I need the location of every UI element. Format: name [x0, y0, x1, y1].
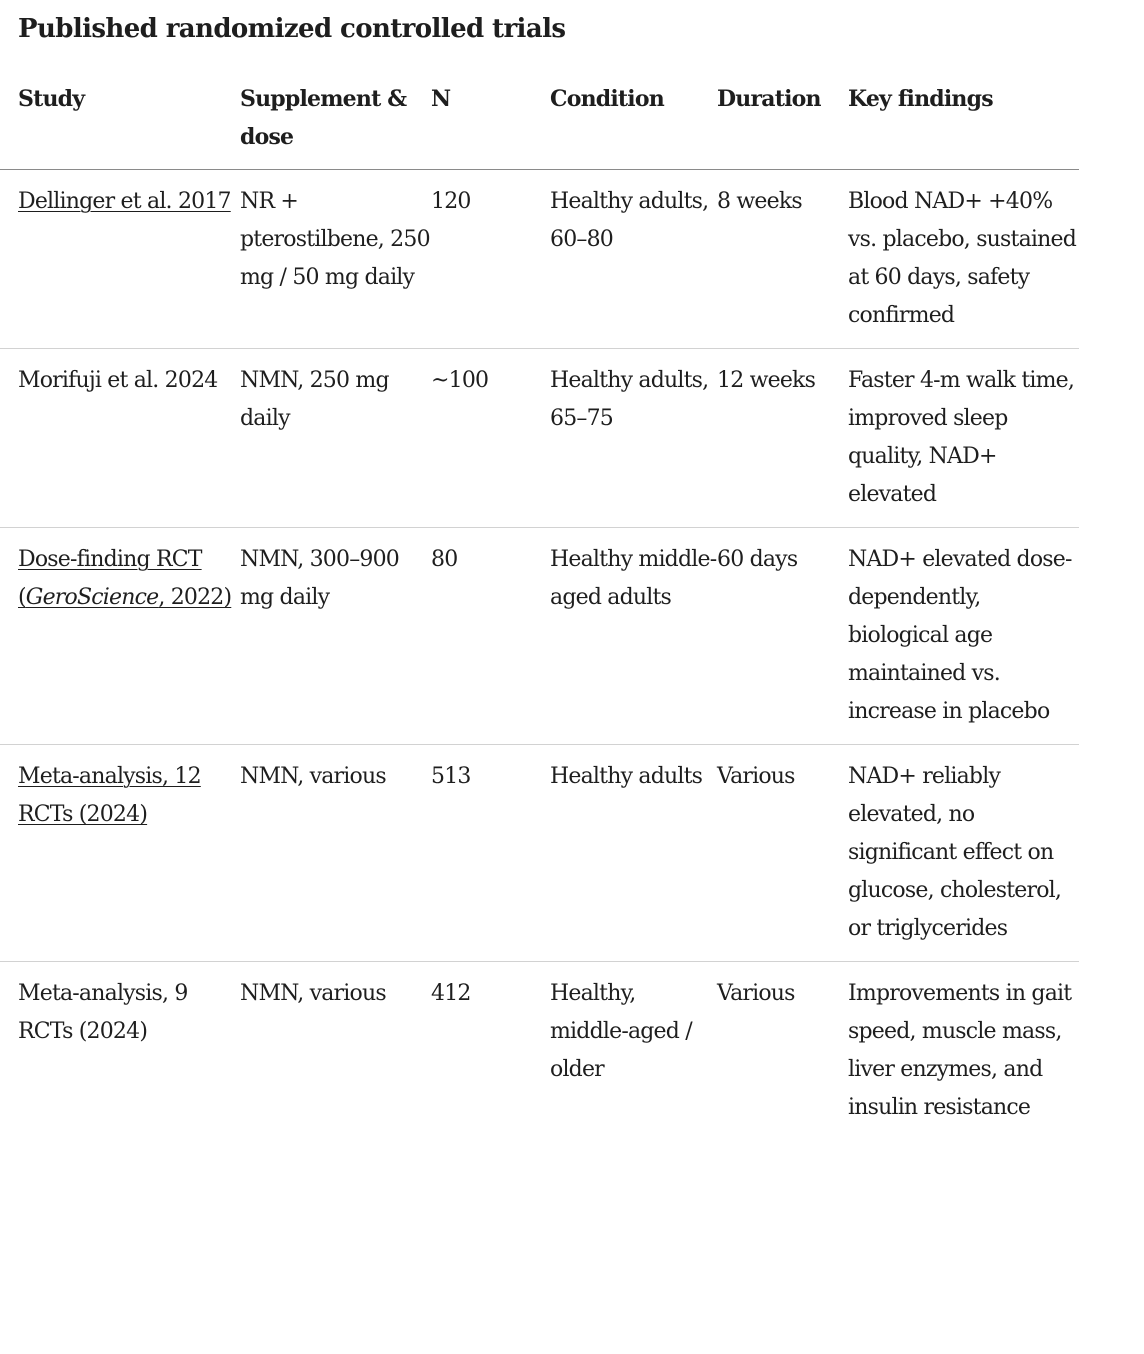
condition-cell: Healthy adults, 60–80	[550, 189, 709, 252]
n-cell: 80	[431, 547, 458, 572]
duration-cell: 12 weeks	[717, 368, 816, 393]
table-row	[0, 170, 1079, 349]
n-cell: 412	[431, 981, 471, 1006]
n-cell: ~100	[431, 368, 489, 393]
supplement-cell: NMN, 250 mg daily	[240, 368, 389, 431]
study-link-text-pre: Dose-finding RCT (	[18, 547, 202, 610]
key-findings-cell: Blood NAD+ +40% vs. placebo, sustained at 60 days, safety confirmed	[848, 189, 1077, 328]
supplement-cell: NR + pterostilbene, 250 mg / 50 mg daily	[240, 189, 430, 290]
table-row	[0, 745, 1079, 962]
condition-cell: Healthy adults	[550, 764, 703, 789]
condition-cell: Healthy middle-aged adults	[550, 547, 717, 610]
study-cell	[0, 528, 240, 745]
table-row	[0, 962, 1079, 1141]
condition-cell: Healthy adults, 65–75	[550, 368, 709, 431]
duration-cell: Various	[717, 764, 795, 789]
header-n: N	[431, 86, 451, 112]
duration-cell: 8 weeks	[717, 189, 802, 214]
study-link-text-post: , 2022)	[158, 585, 232, 610]
header-study: Study	[18, 86, 85, 112]
table-row	[0, 349, 1079, 528]
key-findings-cell: NAD+ reliably elevated, no significant effect on glucose, cholesterol, or triglycerides	[848, 764, 1062, 941]
table-header-row	[0, 80, 1079, 170]
n-cell: 513	[431, 764, 471, 789]
trials-table	[0, 80, 1079, 1140]
header-supplement-dose: Supplement & dose	[240, 86, 407, 150]
n-cell: 120	[431, 189, 471, 214]
header-duration: Duration	[717, 86, 821, 112]
condition-cell: Healthy, middle-aged / older	[550, 981, 692, 1082]
supplement-cell: NMN, various	[240, 981, 386, 1006]
supplement-cell: NMN, various	[240, 764, 386, 789]
study-link-dellinger-2017[interactable]: Dellinger et al. 2017	[18, 189, 231, 214]
key-findings-cell: Faster 4-m walk time, improved sleep quality, NAD+ elevated	[848, 368, 1075, 507]
header-condition: Condition	[550, 86, 664, 112]
supplement-cell: NMN, 300–900 mg daily	[240, 547, 399, 610]
section-title: Published randomized controlled trials	[18, 14, 566, 44]
study-cell	[0, 170, 240, 349]
header-key-findings: Key findings	[848, 86, 993, 112]
study-link-dose-finding-rct[interactable]	[18, 547, 231, 610]
study-cell: Morifuji et al. 2024	[18, 368, 218, 393]
duration-cell: Various	[717, 981, 795, 1006]
study-cell	[0, 745, 240, 962]
duration-cell: 60 days	[717, 547, 798, 572]
table-row	[0, 528, 1079, 745]
journal-name: GeroScience	[25, 585, 159, 610]
key-findings-cell: Improvements in gait speed, muscle mass, liver enzymes, and insulin resistance	[848, 981, 1072, 1120]
study-link-meta-analysis-12-rcts[interactable]: Meta-analysis, 12 RCTs (2024)	[18, 764, 201, 827]
study-cell: Meta-analysis, 9 RCTs (2024)	[18, 981, 188, 1044]
key-findings-cell: NAD+ elevated dose-dependently, biological age maintained vs. increase in placebo	[848, 547, 1072, 724]
